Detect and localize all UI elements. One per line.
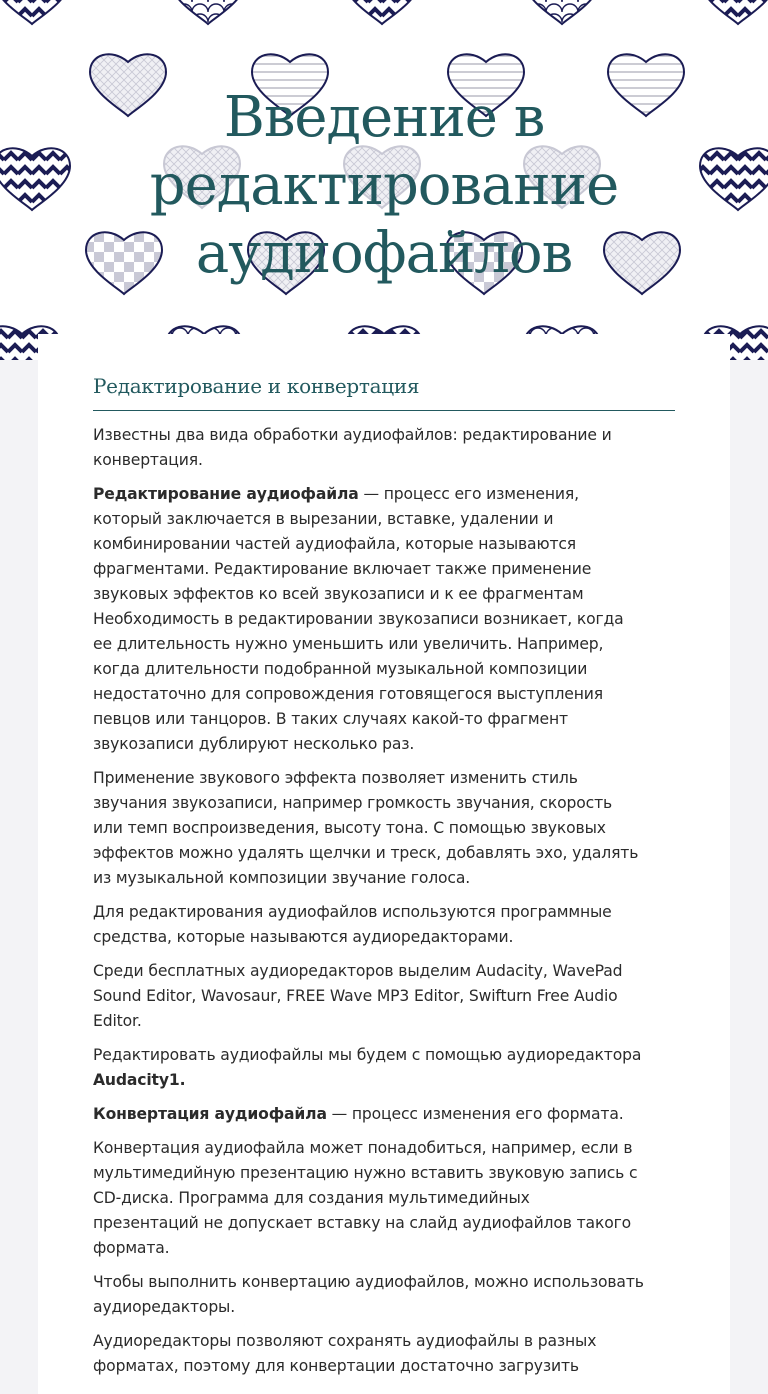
section-heading: Редактирование и конвертация (93, 370, 675, 411)
term-bold: Audacity1. (93, 1071, 186, 1089)
paragraph: Аудиоредакторы позволяют сохранять аудиофайлы в разных форматах, поэтому для конвертации достаточно загрузить (93, 1332, 597, 1375)
paragraph: Для редактирования аудиофайлов используются программные средства, которые называются аудиоредакторами. (93, 903, 612, 946)
paragraph: Конвертация аудиофайла может понадобиться, например, если в мультимедийную презентацию нужно вставить звуковую запись с CD-диска. Программа для создания мультимедийных презентаций не допускает вставку на слайд аудиофайлов такого формата. (93, 1139, 638, 1257)
paragraph: Редактировать аудиофайлы мы будем с помощью аудиоредактора Audacity1. (93, 1046, 642, 1089)
page-title (0, 84, 768, 288)
paragraph: Конвертация аудиофайла — процесс изменения его формата. (93, 1105, 624, 1123)
term-bold: Конвертация аудиофайла (93, 1105, 327, 1123)
hero-banner (0, 0, 768, 360)
content-card (38, 334, 730, 1394)
paragraph: Среди бесплатных аудиоредакторов выделим Audacity, WavePad Sound Editor, Wavosaur, FREE Wave MP3 Editor, Swifturn Free Audio Editor. (93, 962, 623, 1030)
paragraph: Редактирование аудиофайла — процесс его изменения, который заключается в вырезании, вставке, удалении и комбинировании частей аудиофайла, которые называются фрагментами. Редактирование включает также применение звуковых эффектов ко всей звукозаписи и к ее фрагментам Необходимость в редактировании звукозаписи возникает, когда ее длительность нужно уменьшить или увеличить. Например, когда длительности подобранной музыкальной композиции недостаточно для сопровождения готовящегося выступления певцов или танцоров. В таких случаях какой-то фрагмент звукозаписи дублируют несколько раз. (93, 485, 624, 753)
paragraph: Известны два вида обработки аудиофайлов: редактирование и конвертация. (93, 426, 612, 469)
paragraph: Применение звукового эффекта позволяет изменить стиль звучания звукозаписи, например громкость звучания, скорость или темп воспроизведения, высоту тона. С помощью звуковых эффектов можно удалять щелчки и треск, добавлять эхо, удалять из музыкальной композиции звучание голоса. (93, 769, 639, 887)
title-line: Введение в (223, 85, 545, 150)
title-line: аудиофайлов (195, 221, 573, 286)
article-body (93, 423, 675, 1379)
title-line: редактирование (149, 153, 619, 218)
paragraph: Чтобы выполнить конвертацию аудиофайлов, можно использовать аудиоредакторы. (93, 1273, 644, 1316)
term-bold: Редактирование аудиофайла (93, 485, 359, 503)
